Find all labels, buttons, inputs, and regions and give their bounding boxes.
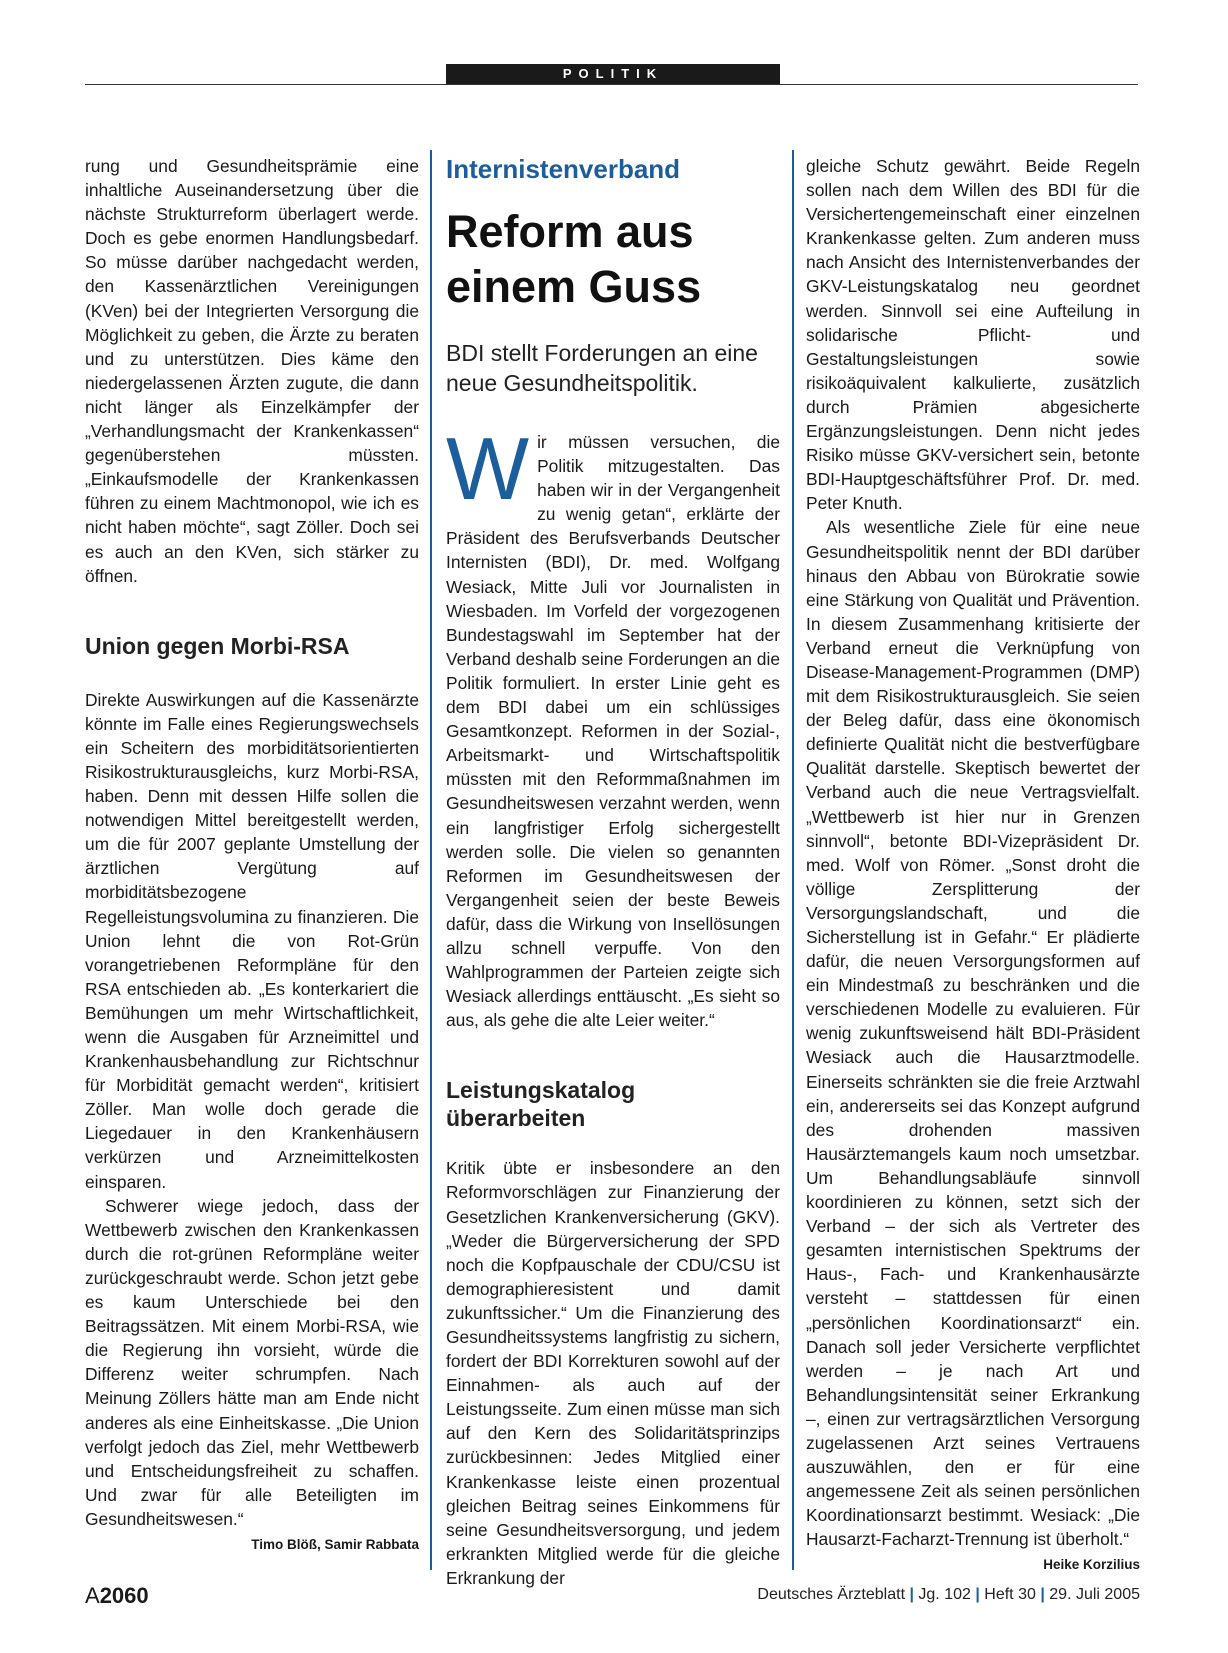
drop-cap: W — [446, 419, 530, 518]
column-divider — [430, 150, 432, 1570]
lead-paragraph: Wir müssen versuchen, die Politik mitzugestalten. Das haben wir in der Vergangenheit zu wenig getan“, erklärte der Präsident des Berufsverbands Deutscher Internisten (BDI), Dr. med. Wolfgang Wesiack, Mitte Juli vor Journalisten in Wiesbaden. Im Vorfeld der vorgezogenen Bundestagswahl im September hat der Verband deshalb seine Forderungen an die Politik formuliert. In erster Linie geht es dem BDI dabei um ein schlüssiges Gesamtkonzept. Reformen in der Sozial-, Arbeitsmarkt- und Wirtschaftspolitik müssten mit den Reformmaßnahmen im Gesundheitswesen verzahnt werden, wenn ein langfristiger Erfolg sichergestellt werden solle. Die vielen so genannten Reformen im Gesundheitswesen der Vergangenheit seien der beste Beweis dafür, dass die Wirkung von Insellösungen allzu schnell verpuffe. Von den Wahlprogrammen der Parteien zeigte sich Wesiack allerdings enttäuscht. „Es sieht so aus, als gehe die alte Leier weiter.“ — [446, 419, 780, 1031]
subheading: Leistungskatalog überarbeiten — [446, 1077, 636, 1132]
article-kicker: Internistenverband — [446, 154, 681, 184]
column-2 — [446, 154, 780, 1590]
section-label: POLITIK — [446, 64, 780, 84]
paragraph: gleiche Schutz gewährt. Beide Regeln sollen nach dem Willen des BDI für die Versichertengemeinschaft einer einzelnen Krankenkasse gelten. Zum anderen muss nach Ansicht des Internistenverbandes der GKV-Leistungskatalog neu geordnet werden. Sinnvoll sei eine Aufteilung in solidarische Pflicht- und Gestaltungsleistungen sowie risikoäquivalent kalkulierte, zusätzlich durch Prämien abgesicherte Ergänzungsleistungen. Denn nicht jedes Risiko müsse GKV-versichert sein, betonte BDI-Hauptgeschäftsführer Prof. Dr. med. Peter Knuth. — [806, 156, 1140, 514]
author-byline: Timo Blöß, Samir Rabbata — [251, 1536, 419, 1552]
paragraph: Direkte Auswirkungen auf die Kassenärzte könnte im Falle eines Regierungswechsels ein Scheitern des morbiditätsorientierten Risikostrukturausgleichs, kurz Morbi-RSA, haben. Denn mit dessen Hilfe sollen die notwendigen Mittel bereitgestellt werden, um die für 2007 geplante Umstellung der ärztlichen Vergütung auf morbiditätsbezogene Regelleistungsvolumina zu finanzieren. Die Union lehnt die von Rot-Grün vorangetriebenen Reformpläne für den RSA entschieden ab. „Es konterkariert die Bemühungen um mehr Wirtschaftlichkeit, wenn die Ausgaben für Arzneimittel und Krankenhausbehandlung zur Richtschnur für Morbidität gemacht werden“, kritisiert Zöller. Man wolle doch gerade die Liegedauer in den Krankenhäusern verkürzen und Arzneimittelkosten einsparen. — [85, 689, 419, 1192]
column-3 — [806, 154, 1140, 1578]
article-deck: BDI stellt Forderungen an eine neue Gesundheitspolitik. — [446, 340, 758, 396]
page-number: A2060 — [85, 1583, 149, 1608]
journal-info: Deutsches Ärzteblatt | Jg. 102 | Heft 30 | 29. Juli 2005 — [757, 1586, 1140, 1603]
article-headline: Reform aus einem Guss — [446, 206, 702, 312]
column-1 — [85, 154, 419, 1557]
subheading: Union gegen Morbi-RSA — [85, 632, 350, 659]
paragraph: Als wesentliche Ziele für eine neue Gesundheitspolitik nennt der BDI darüber hinaus den Abbau von Bürokratie sowie eine Stärkung von Qualität und Prävention. In diesem Zusammenhang kritisierte der Verband erneut die Verknüpfung von Disease-Management-Programmen (DMP) mit dem Risikostrukturausgleich. Sie seien der Beleg dafür, dass eine ökonomisch definierte Qualität nicht die bestverfügbare Qualität darstelle. Skeptisch bewertet der Verband auch die neue Vertragsvielfalt. „Wettbewerb ist hier nur in Grenzen sinnvoll“, betonte BDI-Vizepräsident Dr. med. Wolf von Römer. „Sonst droht die völlige Zersplitterung der Versorgungslandschaft, und die Sicherstellung ist in Gefahr.“ Er plädierte dafür, die neuen Versorgungsformen auf ein Mindestmaß zu beschränken und die verschiedenen Modelle zu evaluieren. Für wenig zukunftsweisend hält BDI-Präsident Wesiack auch die Hausarztmodelle. Einerseits schränkten sie die freie Arztwahl ein, andererseits sei das Konzept aufgrund des drohenden massiven Hausärztemangels kaum noch umsetzbar. Um Behandlungsabläufe sinnvoll koordinieren zu können, setzt sich der Verband – der sich als Vertreter des gesamten internistischen Spektrums der Haus-, Fach- und Krankenhausärzte versteht – stattdessen für einen „persönlichen Koordinationsarzt“ ein. Danach soll jeder Versicherte verpflichtet werden – je nach Art und Behandlungsintensität seiner Erkrankung –, einen zur vertragsärztlichen Versorgung zugelassenen Arzt seines Vertrauens auszuwählen, den er für eine angemessene Zeit als seinen persönlichen Koordinationsarzt bestimmt. Wesiack: „Die Hausarzt-Facharzt-Trennung ist überholt.“ Heike Korzilius — [806, 515, 1140, 1551]
paragraph: Kritik übte er insbesondere an den Reformvorschlägen zur Finanzierung der Gesetzlichen Krankenversicherung (GKV). „Weder die Bürgerversicherung der SPD noch die Kopfpauschale der CDU/CSU ist demographieresistent und damit zukunftssicher.“ Um die Finanzierung des Gesundheitssystems langfristig zu sichern, fordert der BDI Korrekturen sowohl auf der Einnahmen- als auch auf der Leistungsseite. Zum einen müsse man sich auf den Kern des Solidaritätsprinzips zurückbesinnen: Jedes Mitglied einer Krankenkasse leiste einen prozentual gleichen Beitrag seines Einkommens für seine Gesundheitsversorgung, und jedem erkrankten Mitglied werde für die gleiche Erkrankung der — [446, 1158, 780, 1588]
paragraph: rung und Gesundheitsprämie eine inhaltliche Auseinandersetzung über die nächste Strukturreform überlagert werde. Doch es gebe enormen Handlungsbedarf. So müsse darüber nachgedacht werden, den Kassenärztlichen Vereinigungen (KVen) bei der Integrierten Versorgung die Möglichkeit zu geben, die Ärzte zu beraten und zu unterstützen. Dies käme den niedergelassenen Ärzten zugute, die dann nicht länger als Einzelkämpfer der „Verhandlungsmacht der Krankenkassen“ gegenüberstehen müssten. „Einkaufsmodelle der Krankenkassen führen zu einem Machtmonopol, wie ich es nicht haben möchte“, sagt Zöller. Doch sei es auch an den KVen, sich stärker zu öffnen. — [85, 156, 419, 586]
author-byline: Heike Korzilius — [1043, 1557, 1140, 1573]
paragraph: Schwerer wiege jedoch, dass der Wettbewerb zwischen den Krankenkassen durch die rot-grünen Reformpläne weiter zurückgeschraubt werde. Schon jetzt gebe es kaum Unterschiede bei den Beitragssätzen. Mit einem Morbi-RSA, wie die Regierung ihn vorsieht, würde die Differenz weiter schrumpfen. Nach Meinung Zöllers hätte man am Ende nicht anderes als eine Einheitskasse. „Die Union verfolgt jedoch das Ziel, mehr Wettbewerb und Entscheidungsfreiheit zu schaffen. Und zwar für alle Beteiligten im Gesundheitswesen.“ Timo Blöß, Samir Rabbata — [85, 1194, 419, 1531]
header-rule — [85, 84, 1138, 85]
column-divider — [792, 150, 794, 1570]
